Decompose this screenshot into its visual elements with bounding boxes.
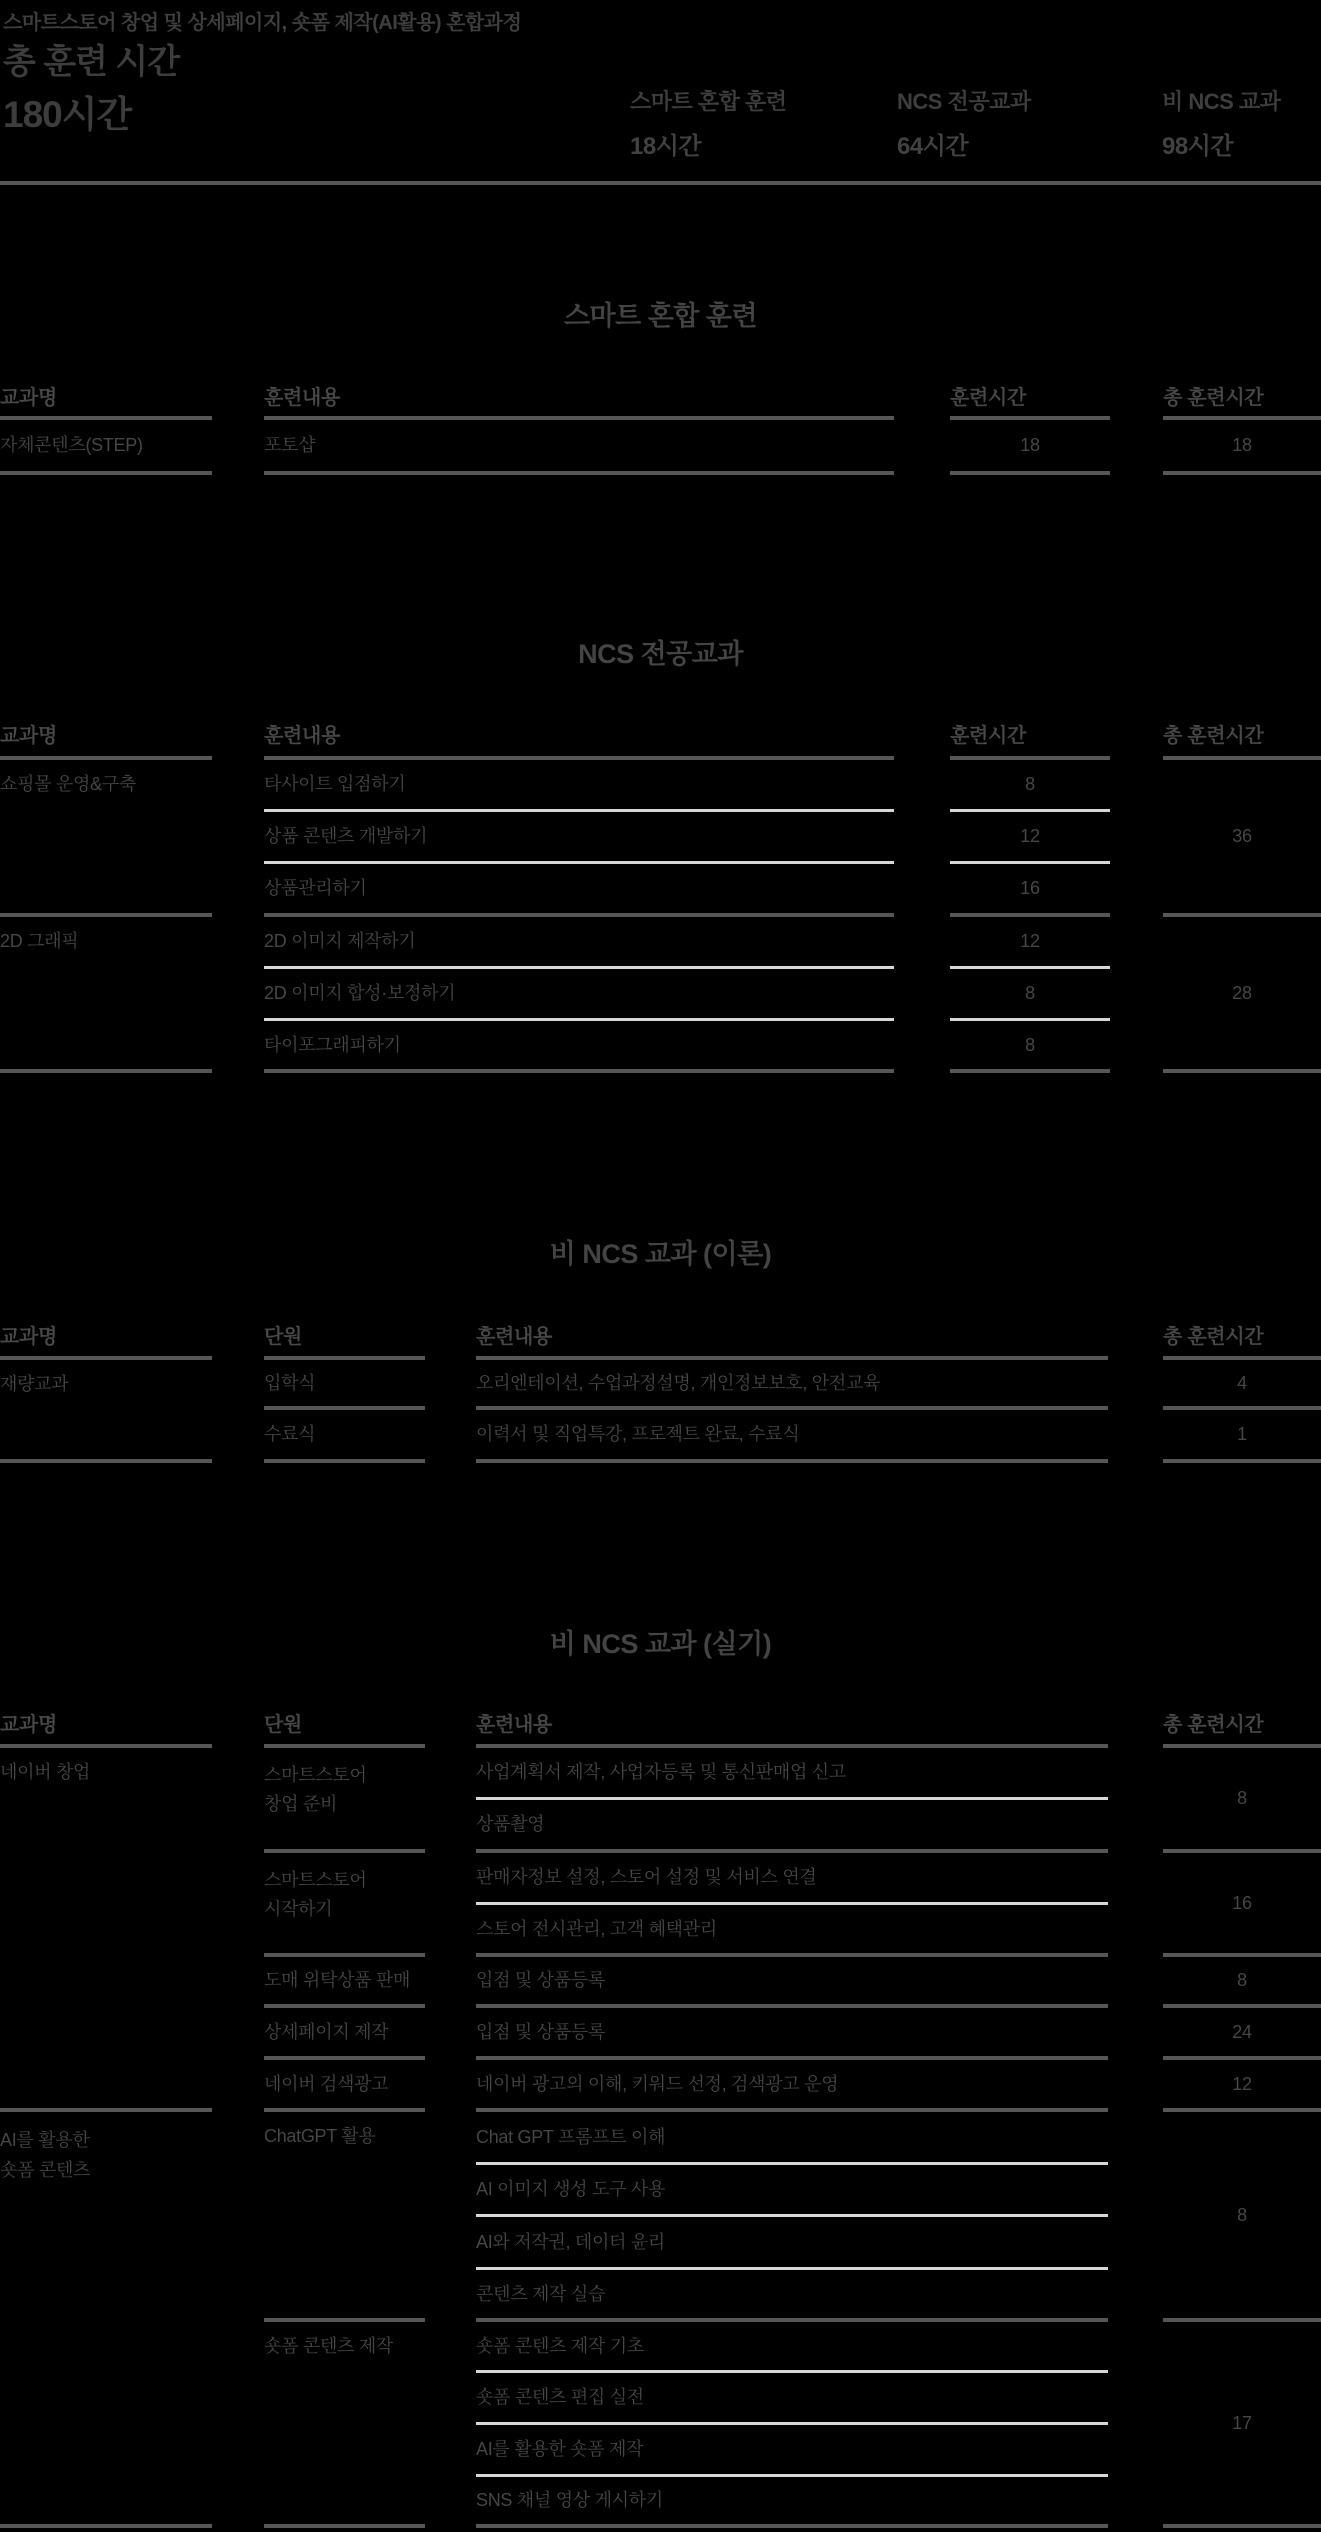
column-header-total: 총 훈련시간	[1163, 1318, 1321, 1360]
unit-cell: ChatGPT 활용	[264, 2112, 425, 2322]
hours-cell: 12	[950, 812, 1110, 864]
total-cell: 36	[1163, 760, 1321, 917]
column-header-unit: 단원	[264, 1318, 425, 1360]
ncs-col-hours	[950, 716, 1110, 1073]
subject-line: AI를 활용한	[0, 2130, 90, 2150]
course-title: 스마트스토어 창업 및 상세페이지, 숏폼 제작(AI활용) 혼합과정	[3, 12, 522, 34]
total-cell: 4	[1163, 1360, 1321, 1410]
section-title-theory: 비 NCS 교과 (이론)	[549, 1239, 772, 1269]
content-cell: 숏폼 콘텐츠 제작 기초	[476, 2322, 1108, 2373]
ncs-col-content	[264, 716, 894, 1073]
stat-smart-blended	[630, 85, 787, 161]
total-cell: 8	[1163, 1748, 1321, 1853]
unit-line: 창업 준비	[264, 1794, 338, 1814]
column-header-total: 총 훈련시간	[1163, 1706, 1321, 1748]
theory-col-total	[1163, 1318, 1321, 1463]
stat-label: NCS 전공교과	[897, 89, 1031, 114]
content-cell: Chat GPT 프롬프트 이해	[476, 2112, 1108, 2165]
total-cell: 24	[1163, 2008, 1321, 2060]
content-cell: 숏폼 콘텐츠 편집 실전	[476, 2373, 1108, 2425]
smart-col-subject	[0, 380, 212, 475]
unit-cell: 상세페이지 제작	[264, 2008, 425, 2060]
total-cell: 28	[1163, 917, 1321, 1073]
practice-col-unit	[264, 1706, 425, 2528]
content-cell: 상품 콘텐츠 개발하기	[264, 812, 894, 864]
subject-line: 숏폼 콘텐츠	[0, 2160, 91, 2180]
column-header-hours: 훈련시간	[950, 380, 1110, 420]
unit-cell: 네이버 검색광고	[264, 2060, 425, 2112]
subject-cell: 2D 그래픽	[0, 917, 212, 1073]
theory-col-content	[476, 1318, 1108, 1463]
hours-cell: 8	[950, 760, 1110, 812]
smart-col-hours	[950, 380, 1110, 475]
unit-cell	[264, 1853, 425, 1957]
content-cell: SNS 채널 영상 게시하기	[476, 2477, 1108, 2528]
total-cell: 17	[1163, 2322, 1321, 2528]
content-cell: 2D 이미지 제작하기	[264, 917, 894, 969]
total-cell: 12	[1163, 2060, 1321, 2112]
smart-col-content	[264, 380, 894, 475]
content-cell: 오리엔테이션, 수업과정설명, 개인정보보호, 안전교육	[476, 1360, 1108, 1410]
total-cell: 18	[1163, 420, 1321, 475]
column-header-content: 훈련내용	[264, 380, 894, 420]
total-hours-value: 180시간	[3, 94, 132, 135]
hours-cell: 18	[950, 420, 1110, 475]
stat-label: 스마트 혼합 훈련	[630, 89, 787, 114]
unit-line: 스마트스토어	[264, 1870, 367, 1890]
content-cell: 2D 이미지 합성·보정하기	[264, 969, 894, 1021]
practice-col-subject	[0, 1706, 212, 2528]
content-cell: AI를 활용한 숏폼 제작	[476, 2425, 1108, 2477]
content-cell: 콘텐츠 제작 실습	[476, 2270, 1108, 2322]
column-header-unit: 단원	[264, 1706, 425, 1748]
stat-label: 비 NCS 교과	[1162, 89, 1281, 114]
unit-cell: 수료식	[264, 1410, 425, 1463]
subject-cell	[0, 2112, 212, 2528]
total-cell: 8	[1163, 1957, 1321, 2008]
column-header-content: 훈련내용	[476, 1318, 1108, 1360]
content-cell: 판매자정보 설정, 스토어 설정 및 서비스 연결	[476, 1853, 1108, 1905]
unit-line: 스마트스토어	[264, 1765, 367, 1785]
hours-cell: 8	[950, 1021, 1110, 1073]
ncs-col-subject	[0, 716, 212, 1073]
content-cell: 네이버 광고의 이해, 키워드 선정, 검색광고 운영	[476, 2060, 1108, 2112]
total-cell: 16	[1163, 1853, 1321, 1957]
total-cell: 8	[1163, 2112, 1321, 2322]
section-title-practice: 비 NCS 교과 (실기)	[549, 1629, 772, 1659]
total-hours-label: 총 훈련 시간	[3, 43, 180, 81]
column-header-subject: 교과명	[0, 1706, 212, 1748]
content-cell: AI와 저작권, 데이터 윤리	[476, 2217, 1108, 2270]
stat-value: 98시간	[1162, 133, 1234, 160]
content-cell: 사업계획서 제작, 사업자등록 및 통신판매업 신고	[476, 1748, 1108, 1800]
content-cell: 상품관리하기	[264, 864, 894, 917]
theory-col-unit	[264, 1318, 425, 1463]
hours-cell: 8	[950, 969, 1110, 1021]
content-cell: 타사이트 입점하기	[264, 760, 894, 812]
stat-ncs-major	[897, 85, 1031, 161]
header-divider	[0, 181, 1321, 185]
subject-cell: 네이버 창업	[0, 1748, 212, 2112]
content-cell: 이력서 및 직업특강, 프로젝트 완료, 수료식	[476, 1410, 1108, 1463]
unit-cell: 도매 위탁상품 판매	[264, 1957, 425, 2008]
column-header-subject: 교과명	[0, 1318, 212, 1360]
stat-value: 18시간	[630, 133, 702, 160]
column-header-subject: 교과명	[0, 380, 212, 420]
content-cell: 입점 및 상품등록	[476, 2008, 1108, 2060]
theory-col-subject	[0, 1318, 212, 1463]
content-cell: 입점 및 상품등록	[476, 1957, 1108, 2008]
content-cell: 포토샵	[264, 420, 894, 475]
practice-col-content	[476, 1706, 1108, 2528]
section-title-smart: 스마트 혼합 훈련	[563, 301, 758, 331]
column-header-content: 훈련내용	[264, 716, 894, 760]
section-title-ncs: NCS 전공교과	[578, 639, 743, 669]
stat-non-ncs	[1162, 85, 1280, 161]
ncs-col-total	[1163, 716, 1321, 1073]
stat-value: 64시간	[897, 133, 969, 160]
column-header-total: 총 훈련시간	[1163, 716, 1321, 760]
total-cell: 1	[1163, 1410, 1321, 1463]
hours-cell: 12	[950, 917, 1110, 969]
column-header-subject: 교과명	[0, 716, 212, 760]
subject-cell: 자체콘텐츠(STEP)	[0, 420, 212, 475]
column-header-content: 훈련내용	[476, 1706, 1108, 1748]
smart-col-total	[1163, 380, 1321, 475]
subject-cell: 쇼핑몰 운영&구축	[0, 760, 212, 917]
column-header-total: 총 훈련시간	[1163, 380, 1321, 420]
practice-col-total	[1163, 1706, 1321, 2528]
unit-cell: 입학식	[264, 1360, 425, 1410]
unit-cell	[264, 1748, 425, 1853]
hours-cell: 16	[950, 864, 1110, 917]
column-header-hours: 훈련시간	[950, 716, 1110, 760]
content-cell: 타이포그래피하기	[264, 1021, 894, 1073]
subject-cell: 재량교과	[0, 1360, 212, 1463]
unit-line: 시작하기	[264, 1899, 333, 1919]
content-cell: 상품촬영	[476, 1800, 1108, 1853]
unit-cell: 숏폼 콘텐츠 제작	[264, 2322, 425, 2528]
content-cell: AI 이미지 생성 도구 사용	[476, 2165, 1108, 2217]
content-cell: 스토어 전시관리, 고객 혜택관리	[476, 1905, 1108, 1957]
